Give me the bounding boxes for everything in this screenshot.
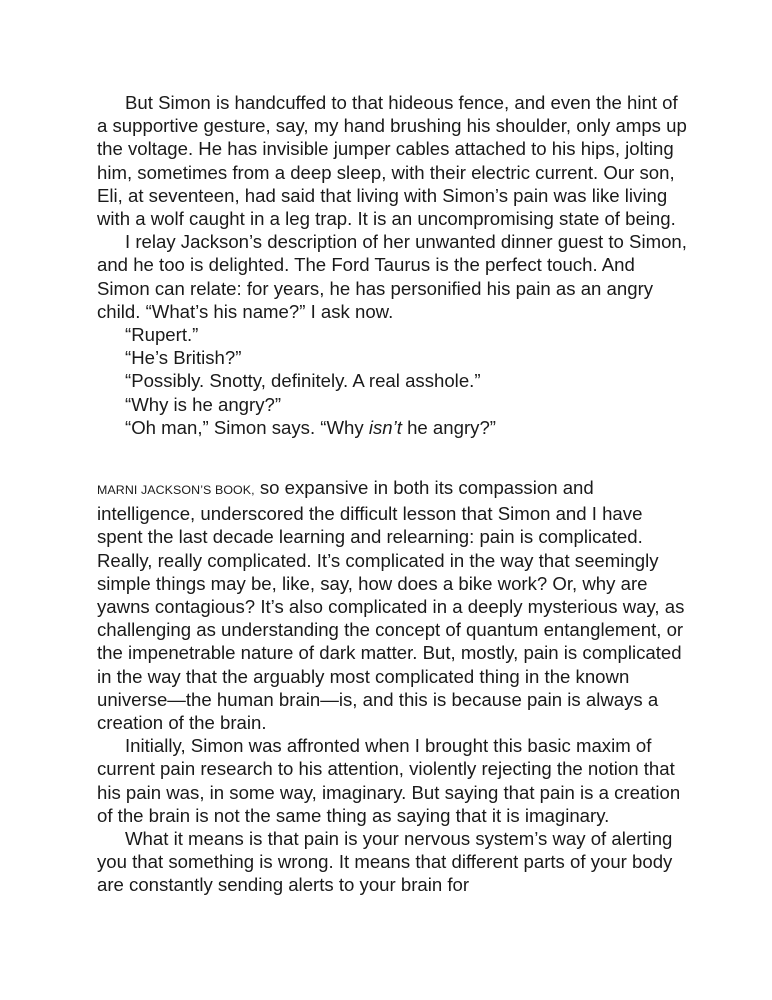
dialogue-line: “Possibly. Snotty, definitely. A real asshole.” [125,370,481,392]
paragraph: I relay Jackson’s description of her unwanted dinner guest to Simon, and he too is delighted. The Ford Taurus is the perfect touch. And Simon can relate: for years, he has personified his pain as an angry child. “What’s his name?” I ask now. [97,231,687,322]
small-caps-lead-in: MARNI JACKSON’S BOOK, [97,483,255,497]
dialogue-text-after: he angry?” [401,416,496,438]
paragraph: What it means is that pain is your nervous system’s way of alerting you that something is wrong. It means that different parts of your body are constantly sending alerts to your brain for [97,828,673,896]
paragraph: But Simon is handcuffed to that hideous fence, and even the hint of a supportive gesture, say, my hand brushing his shoulder, only amps up the voltage. He has invisible jumper cables attached to his hips, jolting him, sometimes from a deep sleep, with their electric current. Our son, Eli, at seventeen, had said that living with Simon’s pain was like living with a wolf caught in a leg trap. It is an uncompromising state of being. [97,92,687,230]
dialogue-line-emphasis [97,416,687,439]
dialogue-line: “He’s British?” [125,347,242,369]
dialogue-line: “Why is he angry?” [125,393,282,415]
dialogue-text-before: “Oh man,” Simon says. “Why [125,416,369,438]
emphasized-word: isn’t [368,416,402,438]
opening-paragraph-text: so expansive in both its compassion and intelligence, underscored the difficult lesson that Simon and I have spent the last decade learning and relearning: pain is complicated. Really, really complicated. It’s complicated in the way that seemingly simple things may be, like, say, how does a bike work? Or, why are yawns contagious? It’s also complicated in a deeply mysterious way, as challenging as understanding the concept of quantum entanglement, or the impenetrable nature of dark matter. But, mostly, pain is complicated in the way that the arguably most complicated thing in the known universe—the human brain—is, and this is because pain is always a creation of the brain. [97,477,685,734]
section-opening-paragraph [97,476,687,734]
section-two-text [97,476,687,897]
section-one-text [97,91,687,439]
paragraph: Initially, Simon was affronted when I brought this basic maxim of current pain research to his attention, violently rejecting the notion that his pain was, in some way, imaginary. But saying that pain is a creation of the brain is not the same thing as saying that it is imaginary. [97,735,681,826]
dialogue-line: “Rupert.” [125,324,199,346]
